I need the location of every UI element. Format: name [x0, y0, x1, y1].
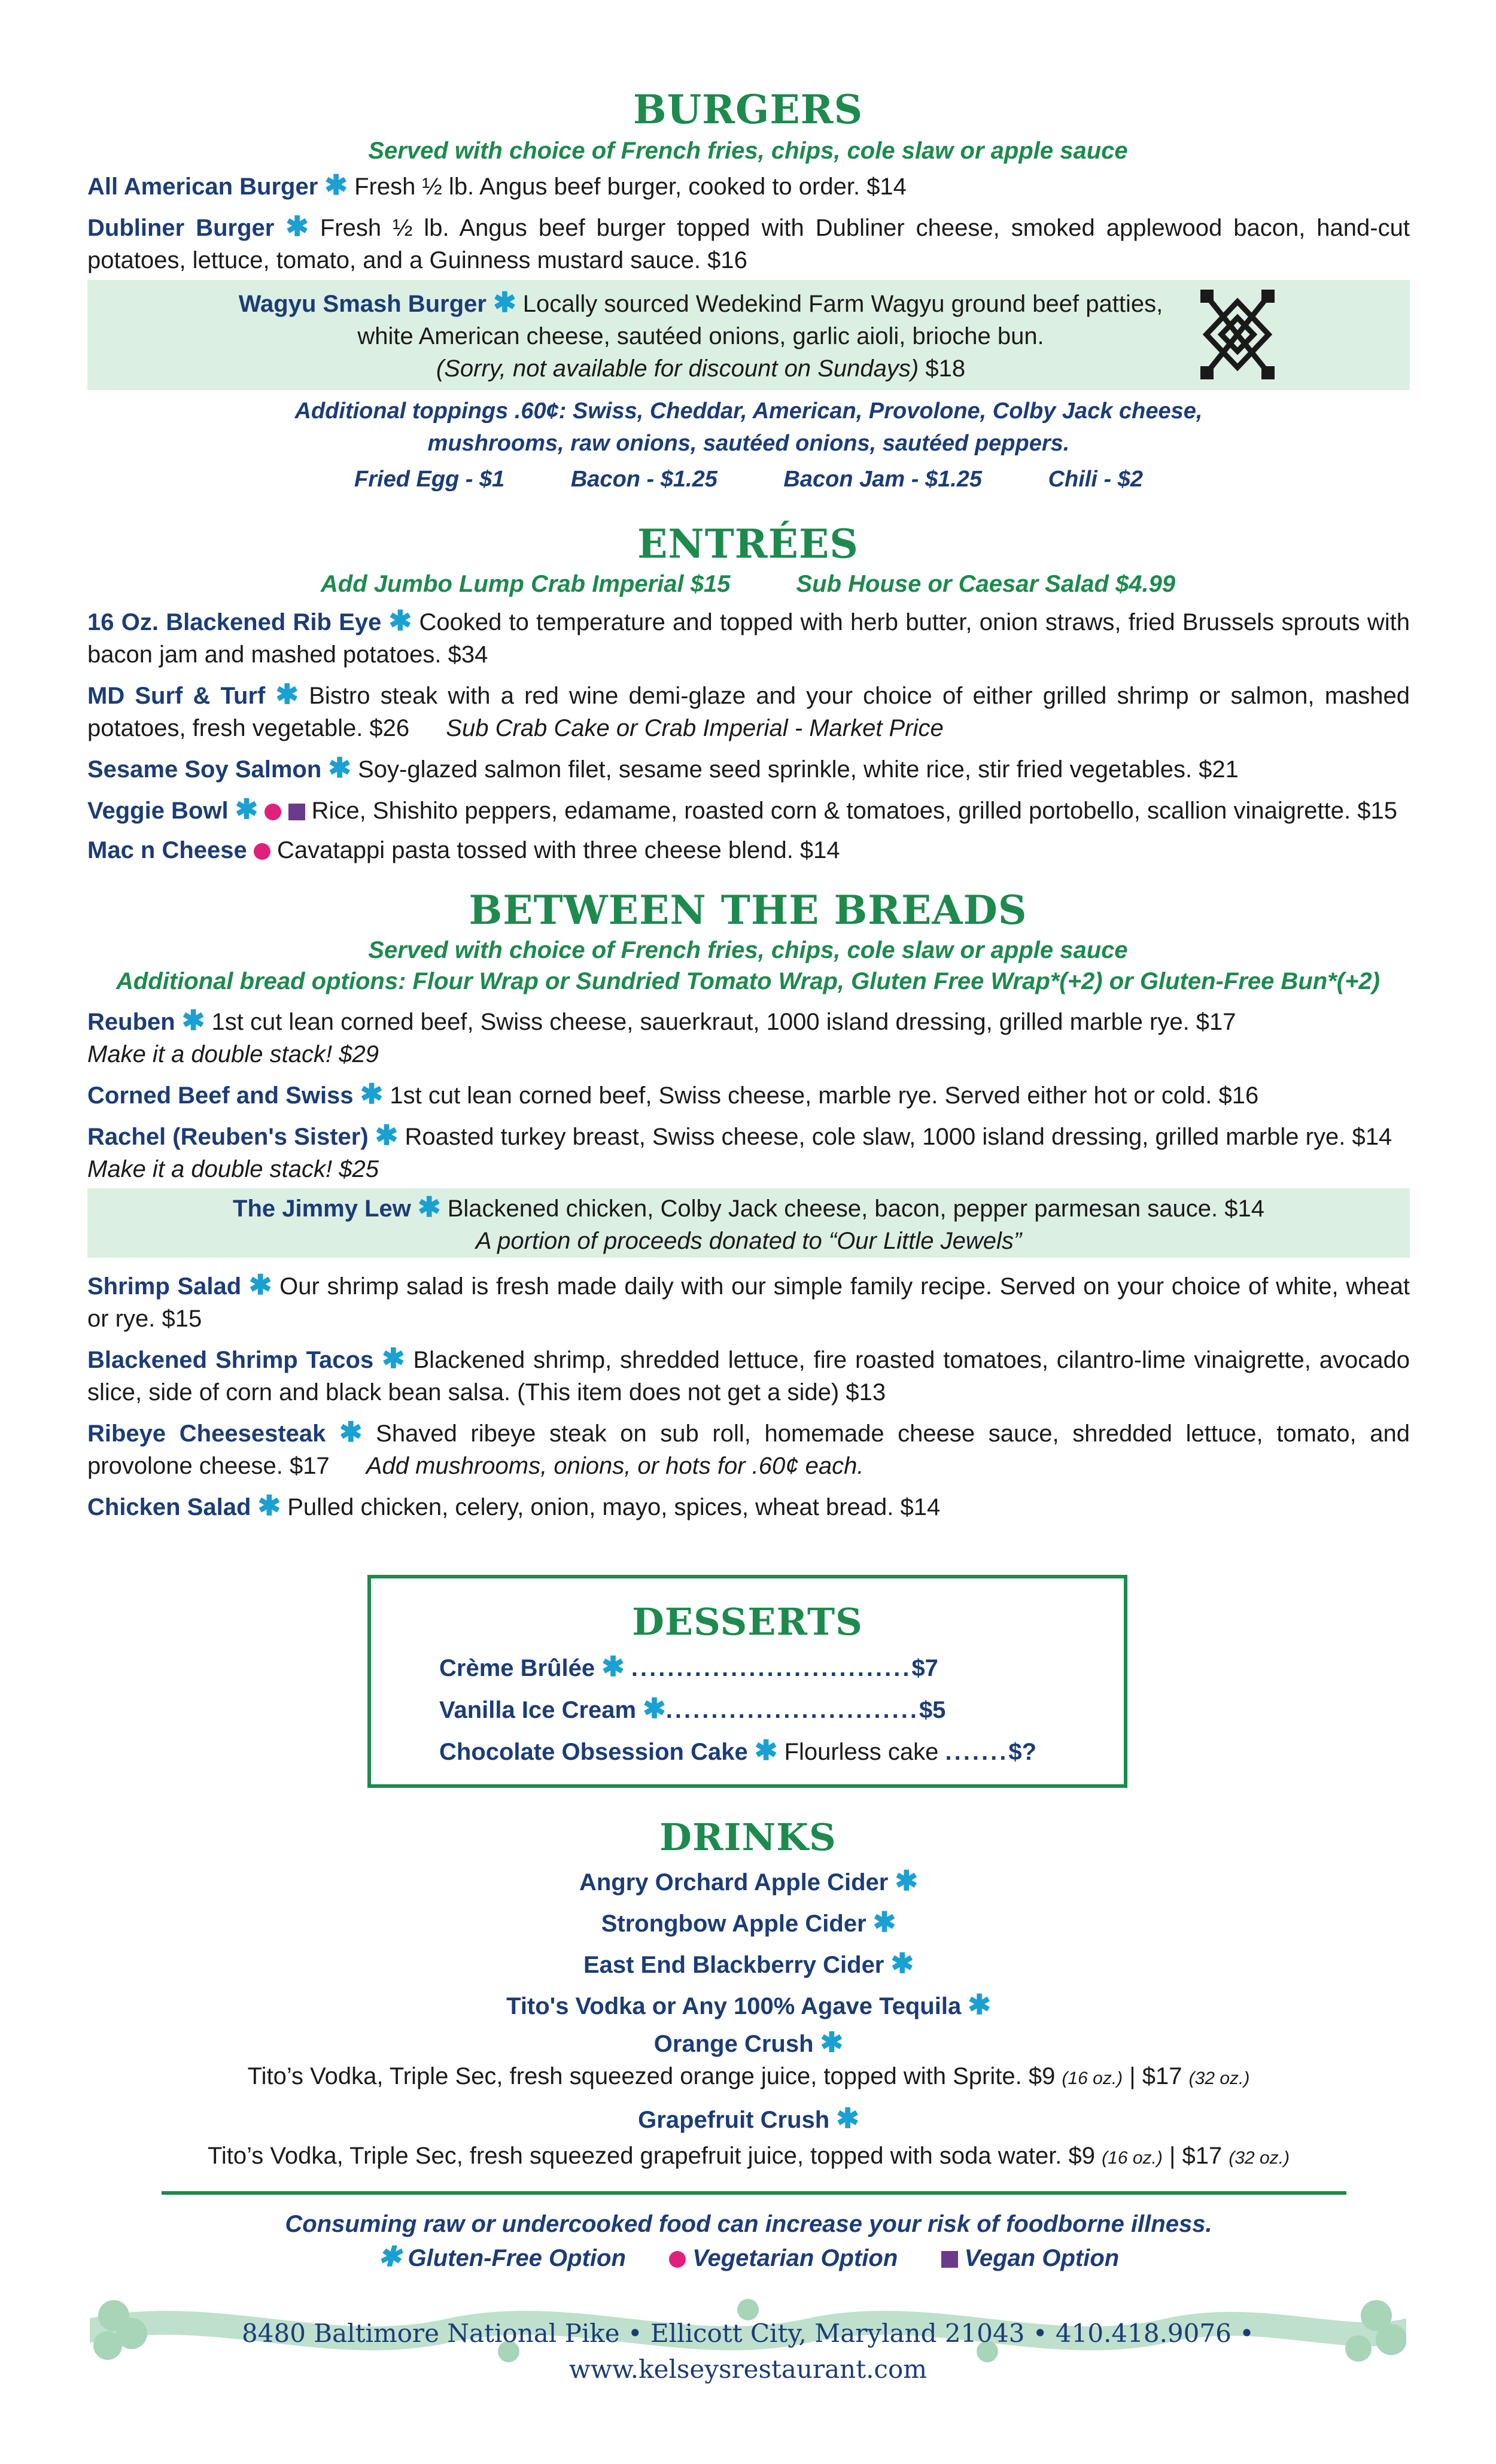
item-name: Chicken Salad	[87, 1494, 251, 1520]
toppings-line: Additional toppings .60¢: Swiss, Cheddar, American, Provolone, Colby Jack cheese,	[294, 399, 1203, 424]
item-desc: Bistro steak with a red wine demi-glaze and your choice of either grilled shrimp or salmon, mashed potatoes, fresh vegetable. $26	[87, 683, 1410, 741]
item-price: $5	[919, 1697, 946, 1723]
item-price: | $17	[1123, 2063, 1189, 2089]
item-desc: Fresh ½ lb. Angus beef burger, cooked to order. $14	[354, 174, 907, 200]
drink-item	[87, 1902, 1410, 1943]
breads-header	[0, 887, 1496, 997]
item-name: Crème Brûlée	[439, 1655, 595, 1681]
menu-item	[87, 1416, 1410, 1482]
size-label: (32 oz.)	[1229, 2148, 1290, 2168]
item-desc: Blackened chicken, Colby Jack cheese, bacon, pepper parmesan sauce. $14	[447, 1196, 1264, 1222]
gluten-free-icon: ✱	[285, 211, 309, 242]
item-desc: Fresh ½ lb. Angus beef burger topped with Dubliner cheese, smoked applewood bacon, hand-cut potatoes, lettuce, tomato, and a Guinness mustard sauce. $16	[87, 215, 1410, 273]
breads-list-bottom	[87, 1268, 1410, 1523]
item-desc: Rice, Shishito peppers, edamame, roasted corn & tomatoes, grilled portobello, scallion vinaigrette. $15	[311, 798, 1397, 824]
gluten-free-icon: ✱	[895, 1865, 919, 1896]
size-label: (16 oz.)	[1062, 2068, 1123, 2088]
menu-item	[87, 1078, 1410, 1112]
item-name: East End Blackberry Cider	[583, 1952, 884, 1978]
gluten-free-icon: ✱	[820, 2027, 844, 2058]
entrees-sub-salad: Sub House or Caesar Salad $4.99	[796, 571, 1176, 597]
gluten-free-icon: ✱	[643, 1693, 666, 1724]
featured-sandwich	[87, 1191, 1410, 1257]
divider	[162, 2191, 1346, 2195]
item-price: | $17	[1162, 2143, 1229, 2169]
item-name: MD Surf & Turf	[87, 683, 266, 709]
gluten-free-icon: ✱	[382, 1343, 405, 1374]
gluten-free-icon: ✱	[601, 1651, 625, 1682]
item-name: Dubliner Burger	[87, 215, 275, 241]
entrees-list	[87, 604, 1410, 866]
item-desc: Tito’s Vodka, Triple Sec, fresh squeezed grapefruit juice, topped with soda water. $9	[207, 2143, 1096, 2169]
leader-dots: ............................	[665, 1697, 919, 1723]
legend-gluten-free: Gluten-Free Option	[408, 2245, 626, 2271]
entrees-header	[0, 521, 1496, 600]
gluten-free-icon: ✱	[872, 1906, 896, 1937]
item-name: Tito's Vodka or Any 100% Agave Tequila	[506, 1993, 962, 2019]
gluten-free-icon: ✱	[388, 605, 412, 636]
gluten-free-icon: ✱	[836, 2103, 859, 2134]
burgers-list	[87, 169, 1410, 276]
item-name: Corned Beef and Swiss	[87, 1082, 354, 1109]
gluten-free-icon: ✱	[257, 1490, 281, 1521]
leader-dots: .......	[945, 1739, 1009, 1765]
item-price: $?	[1008, 1739, 1037, 1765]
breads-list-top	[87, 1004, 1410, 1185]
footer-address: 8480 Baltimore National Pike • Ellicott City, Maryland 21043 • 410.418.9076 • www.kelseysrestaurant.com	[242, 2319, 1254, 2384]
drink-item	[87, 1861, 1410, 1902]
gluten-free-icon: ✱	[181, 1005, 205, 1036]
gluten-free-icon: ✱	[275, 679, 299, 710]
gluten-free-icon: ✱	[328, 752, 351, 783]
item-name: Veggie Bowl	[87, 798, 229, 824]
dessert-item	[439, 1650, 1068, 1684]
entrees-subtitle	[0, 568, 1496, 600]
item-name: Strongbow Apple Cider	[601, 1911, 866, 1937]
drinks-list	[87, 1861, 1410, 2174]
featured-sandwich-band	[87, 1188, 1410, 1258]
burgers-header	[0, 86, 1496, 166]
menu-item	[87, 1119, 1410, 1185]
item-desc: Cooked to temperature and topped with herb butter, onion straws, fried Brussels sprouts with bacon jam and mashed potatoes. $34	[87, 609, 1410, 668]
item-desc: Blackened shrimp, shredded lettuce, fire roasted tomatoes, cilantro-lime vinaigrette, avocado slice, side of corn and black bean salsa. (This item does not get a side) $13	[87, 1347, 1410, 1406]
drink-desc	[87, 2060, 1410, 2095]
gluten-free-icon: ✱	[968, 1989, 991, 2020]
menu-item	[87, 1268, 1410, 1335]
dessert-item	[439, 1692, 1068, 1726]
desserts-box	[367, 1575, 1127, 1788]
item-desc: 1st cut lean corned beef, Swiss cheese, sauerkraut, 1000 island dressing, grilled marble rye. $17	[211, 1009, 1236, 1035]
item-note: Sub Crab Cake or Crab Imperial - Market Price	[446, 715, 944, 741]
extras-row	[87, 463, 1410, 495]
extra-item: Bacon Jam - $1.25	[783, 467, 983, 492]
item-name: 16 Oz. Blackened Rib Eye	[87, 609, 382, 635]
menu-item	[87, 1004, 1410, 1070]
gluten-free-icon: ✱	[418, 1191, 441, 1222]
menu-item	[87, 604, 1410, 671]
drink-item	[87, 1985, 1410, 2026]
featured-burger	[87, 286, 1314, 385]
menu-item	[87, 1342, 1410, 1409]
menu-item	[87, 834, 1410, 866]
item-name: Mac n Cheese	[87, 837, 247, 863]
legend	[87, 2208, 1410, 2274]
size-label: (32 oz.)	[1188, 2068, 1250, 2088]
item-name: Grapefruit Crush	[638, 2107, 830, 2133]
item-desc-2: white American cheese, sautéed onions, garlic aioli, brioche bun.	[357, 323, 1044, 349]
item-desc: Soy-glazed salmon filet, sesame seed sprinkle, white rice, stir fried vegetables. $21	[358, 756, 1239, 783]
gluten-free-icon: ✱	[235, 793, 259, 825]
leader-dots: ...............................	[631, 1655, 912, 1681]
gluten-free-icon: ✱	[493, 287, 516, 318]
dessert-item	[439, 1734, 1068, 1768]
breads-subtitle: Served with choice of French fries, chips, cole slaw or apple sauce	[368, 937, 1128, 963]
item-note: (Sorry, not available for discount on Sundays)	[436, 355, 919, 382]
vegetarian-icon	[669, 2251, 686, 2268]
drink-item	[87, 1943, 1410, 1985]
breads-title: BETWEEN THE BREADS	[469, 887, 1027, 933]
item-desc: Locally sourced Wedekind Farm Wagyu ground beef patties,	[522, 291, 1163, 317]
burgers-subtitle: Served with choice of French fries, chips, cole slaw or apple sauce	[368, 138, 1128, 164]
item-name: Shrimp Salad	[87, 1273, 242, 1300]
gluten-free-icon: ✱	[324, 169, 348, 200]
item-price: $18	[925, 355, 966, 382]
entrees-title: ENTRÉES	[637, 521, 859, 567]
celtic-knot-icon	[1200, 290, 1275, 379]
vegetarian-icon	[254, 843, 270, 860]
featured-burger-band	[87, 280, 1410, 390]
item-name: Vanilla Ice Cream	[439, 1697, 637, 1723]
item-desc: Pulled chicken, celery, onion, mayo, spices, wheat bread. $14	[287, 1494, 941, 1520]
item-note: A portion of proceeds donated to “Our Little Jewels”	[475, 1228, 1022, 1254]
vegan-icon	[941, 2251, 958, 2268]
extra-item: Chili - $2	[1048, 467, 1143, 492]
extra-item: Fried Egg - $1	[354, 467, 505, 492]
drink-desc	[87, 2140, 1410, 2174]
menu-item	[87, 210, 1410, 276]
toppings-line: mushrooms, raw onions, sautéed onions, sautéed peppers.	[427, 431, 1070, 456]
gluten-free-icon: ✱	[754, 1735, 778, 1766]
legend-vegetarian: Vegetarian Option	[692, 2245, 898, 2271]
item-name: Orange Crush	[653, 2031, 814, 2057]
food-warning: Consuming raw or undercooked food can increase your risk of foodborne illness.	[285, 2211, 1212, 2237]
item-name: Blackened Shrimp Tacos	[87, 1347, 374, 1373]
gluten-free-icon: ✱	[378, 2241, 402, 2272]
item-desc: Our shrimp salad is fresh made daily with our simple family recipe. Served on your choice of white, wheat or rye. $15	[87, 1273, 1410, 1332]
item-note: Make it a double stack! $25	[87, 1156, 379, 1182]
item-price: $7	[911, 1655, 938, 1681]
item-name: Chocolate Obsession Cake	[439, 1739, 748, 1765]
item-name: Ribeye Cheesesteak	[87, 1420, 326, 1447]
gluten-free-icon: ✱	[248, 1269, 272, 1300]
size-label: (16 oz.)	[1102, 2148, 1163, 2168]
gluten-free-icon: ✱	[360, 1078, 384, 1109]
additional-toppings	[87, 395, 1410, 495]
menu-item	[87, 169, 1410, 203]
item-note: Make it a double stack! $29	[87, 1041, 379, 1067]
item-desc: Tito’s Vodka, Triple Sec, fresh squeezed orange juice, topped with Sprite. $9	[247, 2063, 1056, 2089]
item-note: Add mushrooms, onions, or hots for .60¢ each.	[366, 1453, 864, 1479]
vegan-icon	[288, 804, 305, 820]
item-name: Angry Orchard Apple Cider	[579, 1869, 889, 1896]
item-name: Rachel (Reuben's Sister)	[87, 1124, 369, 1150]
item-desc: 1st cut lean corned beef, Swiss cheese, marble rye. Served either hot or cold. $16	[390, 1082, 1259, 1109]
item-desc: Roasted turkey breast, Swiss cheese, cole slaw, 1000 island dressing, grilled marble rye. $14	[405, 1124, 1392, 1150]
desserts-title: DESSERTS	[632, 1600, 863, 1644]
gluten-free-icon: ✱	[890, 1948, 914, 1979]
item-name: Reuben	[87, 1009, 175, 1035]
gluten-free-icon: ✱	[375, 1120, 399, 1151]
menu-item	[87, 793, 1410, 827]
drinks-title: DRINKS	[659, 1815, 837, 1859]
item-desc: Cavatappi pasta tossed with three cheese blend. $14	[277, 837, 840, 863]
drink-item	[87, 2026, 1410, 2060]
item-desc: Shaved ribeye steak on sub roll, homemade cheese sauce, shredded lettuce, tomato, and provolone cheese. $17	[87, 1420, 1410, 1479]
drinks-header	[0, 1815, 1496, 1859]
gluten-free-icon: ✱	[339, 1416, 363, 1447]
item-desc: Flourless cake	[784, 1739, 939, 1765]
item-name: Sesame Soy Salmon	[87, 756, 322, 783]
extra-item: Bacon - $1.25	[570, 467, 717, 492]
item-name: Wagyu Smash Burger	[238, 291, 486, 317]
menu-item	[87, 1489, 1410, 1523]
menu-item	[87, 752, 1410, 786]
entrees-sub-crab: Add Jumbo Lump Crab Imperial $15	[320, 571, 731, 597]
legend-vegan: Vegan Option	[964, 2245, 1120, 2271]
menu-item	[87, 678, 1410, 744]
item-name: The Jimmy Lew	[233, 1196, 411, 1222]
item-name: All American Burger	[87, 174, 318, 200]
breads-options: Additional bread options: Flour Wrap or Sundried Tomato Wrap, Gluten Free Wrap*(+2) or Gluten-Free Bun*(+2)	[116, 968, 1380, 994]
vegetarian-icon	[264, 804, 281, 820]
drink-item	[87, 2098, 1410, 2140]
burgers-title: BURGERS	[633, 86, 863, 133]
